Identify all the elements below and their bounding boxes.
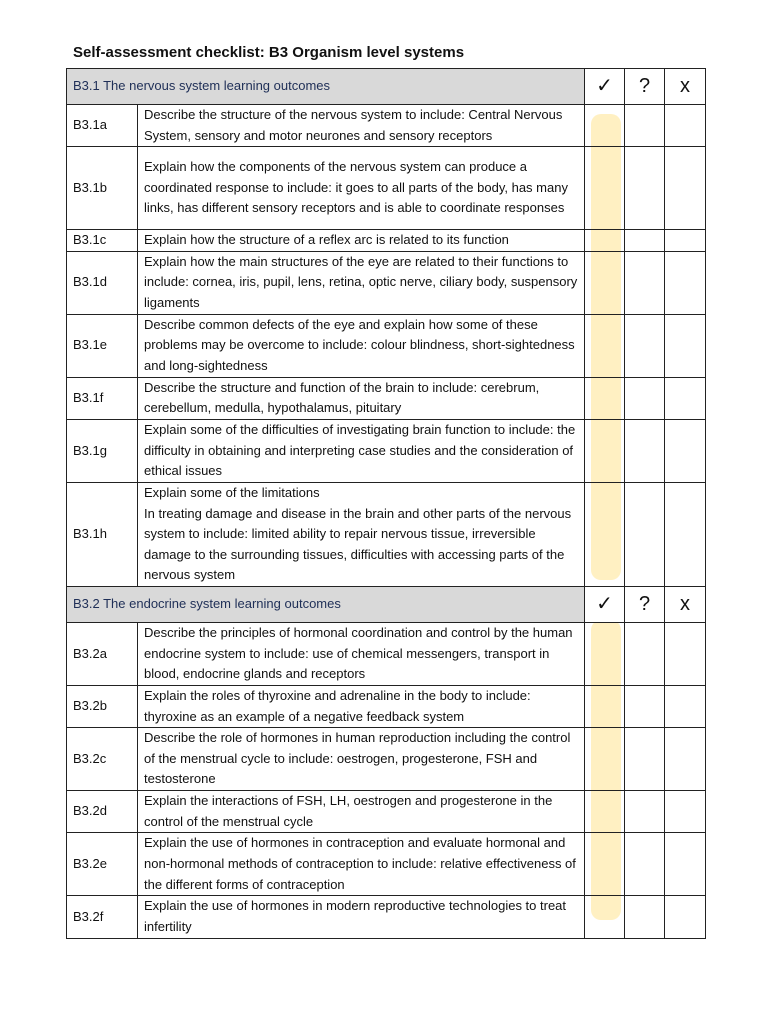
outcome-code: B3.2a (67, 622, 138, 685)
cross-cell[interactable] (665, 377, 706, 419)
outcome-code: B3.1e (67, 314, 138, 377)
outcome-description: Describe the principles of hormonal coordination and control by the human endocrine system to include: use of chemical messengers, transport in blood, endocrine glands and receptors (138, 622, 585, 685)
question-column-header: ? (625, 69, 665, 105)
question-cell[interactable] (625, 105, 665, 147)
page-title: Self-assessment checklist: B3 Organism level systems (73, 44, 465, 61)
table-row (67, 685, 706, 727)
outcome-code: B3.1g (67, 419, 138, 482)
section-header-row (67, 69, 706, 105)
tick-cell[interactable] (585, 314, 625, 377)
table-row (67, 314, 706, 377)
tick-column-header: ✓ (585, 586, 625, 622)
tick-cell[interactable] (585, 419, 625, 482)
tick-cell[interactable] (585, 791, 625, 833)
cross-cell[interactable] (665, 896, 706, 938)
tick-cell[interactable] (585, 105, 625, 147)
question-cell[interactable] (625, 833, 665, 896)
tick-cell[interactable] (585, 377, 625, 419)
section-heading: B3.2 The endocrine system learning outcomes (67, 586, 585, 622)
table-row (67, 896, 706, 938)
outcome-description: Explain some of the difficulties of investigating brain function to include: the difficulty in obtaining and interpreting case studies and the consideration of ethical issues (138, 419, 585, 482)
table-row (67, 833, 706, 896)
question-cell[interactable] (625, 230, 665, 252)
outcome-description: Explain some of the limitations In treating damage and disease in the brain and other parts of the nervous system to include: limited ability to repair nervous tissue, irreversible damage to the surrounding tissues, difficulties with accessing parts of the nervous system (138, 482, 585, 586)
outcome-description: Explain how the components of the nervous system can produce a coordinated response to include: it goes to all parts of the body, has many links, has different sensory receptors and is able to coordinate responses (138, 147, 585, 230)
tick-cell[interactable] (585, 728, 625, 791)
table-row (67, 230, 706, 252)
tick-cell[interactable] (585, 482, 625, 586)
question-cell[interactable] (625, 622, 665, 685)
table-row (67, 791, 706, 833)
cross-cell[interactable] (665, 728, 706, 791)
outcome-description: Explain the use of hormones in contraception and evaluate hormonal and non-hormonal methods of contraception to include: relative effectiveness of the different forms of contraception (138, 833, 585, 896)
question-cell[interactable] (625, 314, 665, 377)
outcome-description: Describe the structure and function of the brain to include: cerebrum, cerebellum, medulla, hypothalamus, pituitary (138, 377, 585, 419)
cross-column-header: x (665, 586, 706, 622)
outcome-description: Describe the role of hormones in human reproduction including the control of the menstrual cycle to include: oestrogen, progesterone, FSH and testosterone (138, 728, 585, 791)
tick-cell[interactable] (585, 896, 625, 938)
outcome-code: B3.1h (67, 482, 138, 586)
question-cell[interactable] (625, 685, 665, 727)
cross-column-header: x (665, 69, 706, 105)
cross-cell[interactable] (665, 482, 706, 586)
question-cell[interactable] (625, 896, 665, 938)
outcome-code: B3.2d (67, 791, 138, 833)
cross-cell[interactable] (665, 105, 706, 147)
question-cell[interactable] (625, 791, 665, 833)
table-row (67, 377, 706, 419)
table-row (67, 419, 706, 482)
cross-cell[interactable] (665, 419, 706, 482)
checklist-table (66, 68, 706, 939)
tick-cell[interactable] (585, 685, 625, 727)
table-row (67, 105, 706, 147)
outcome-description: Explain how the main structures of the eye are related to their functions to include: cornea, iris, pupil, lens, retina, optic nerve, ciliary body, suspensory ligaments (138, 251, 585, 314)
outcome-description: Explain the use of hormones in modern reproductive technologies to treat infertility (138, 896, 585, 938)
outcome-description: Explain how the structure of a reflex arc is related to its function (138, 230, 585, 252)
question-cell[interactable] (625, 482, 665, 586)
question-cell[interactable] (625, 419, 665, 482)
question-cell[interactable] (625, 377, 665, 419)
tick-cell[interactable] (585, 230, 625, 252)
question-cell[interactable] (625, 147, 665, 230)
cross-cell[interactable] (665, 314, 706, 377)
question-cell[interactable] (625, 728, 665, 791)
outcome-code: B3.2e (67, 833, 138, 896)
outcome-code: B3.1d (67, 251, 138, 314)
tick-cell[interactable] (585, 147, 625, 230)
cross-cell[interactable] (665, 622, 706, 685)
cross-cell[interactable] (665, 791, 706, 833)
outcome-code: B3.1b (67, 147, 138, 230)
outcome-code: B3.1a (67, 105, 138, 147)
tick-cell[interactable] (585, 251, 625, 314)
tick-cell[interactable] (585, 622, 625, 685)
question-column-header: ? (625, 586, 665, 622)
tick-column-header: ✓ (585, 69, 625, 105)
table-row (67, 147, 706, 230)
outcome-code: B3.1f (67, 377, 138, 419)
section-header-row (67, 586, 706, 622)
cross-cell[interactable] (665, 251, 706, 314)
table-row (67, 622, 706, 685)
table-row (67, 482, 706, 586)
question-cell[interactable] (625, 251, 665, 314)
outcome-description: Describe common defects of the eye and explain how some of these problems may be overcome to include: colour blindness, short-sightedness and long-sightedness (138, 314, 585, 377)
outcome-description: Describe the structure of the nervous system to include: Central Nervous System, sensory and motor neurones and sensory receptors (138, 105, 585, 147)
cross-cell[interactable] (665, 147, 706, 230)
outcome-description: Explain the interactions of FSH, LH, oestrogen and progesterone in the control of the menstrual cycle (138, 791, 585, 833)
outcome-code: B3.2c (67, 728, 138, 791)
outcome-description: Explain the roles of thyroxine and adrenaline in the body to include: thyroxine as an example of a negative feedback system (138, 685, 585, 727)
outcome-code: B3.2b (67, 685, 138, 727)
table-row (67, 251, 706, 314)
cross-cell[interactable] (665, 833, 706, 896)
tick-cell[interactable] (585, 833, 625, 896)
outcome-code: B3.1c (67, 230, 138, 252)
cross-cell[interactable] (665, 230, 706, 252)
section-heading: B3.1 The nervous system learning outcomes (67, 69, 585, 105)
table-row (67, 728, 706, 791)
cross-cell[interactable] (665, 685, 706, 727)
outcome-code: B3.2f (67, 896, 138, 938)
